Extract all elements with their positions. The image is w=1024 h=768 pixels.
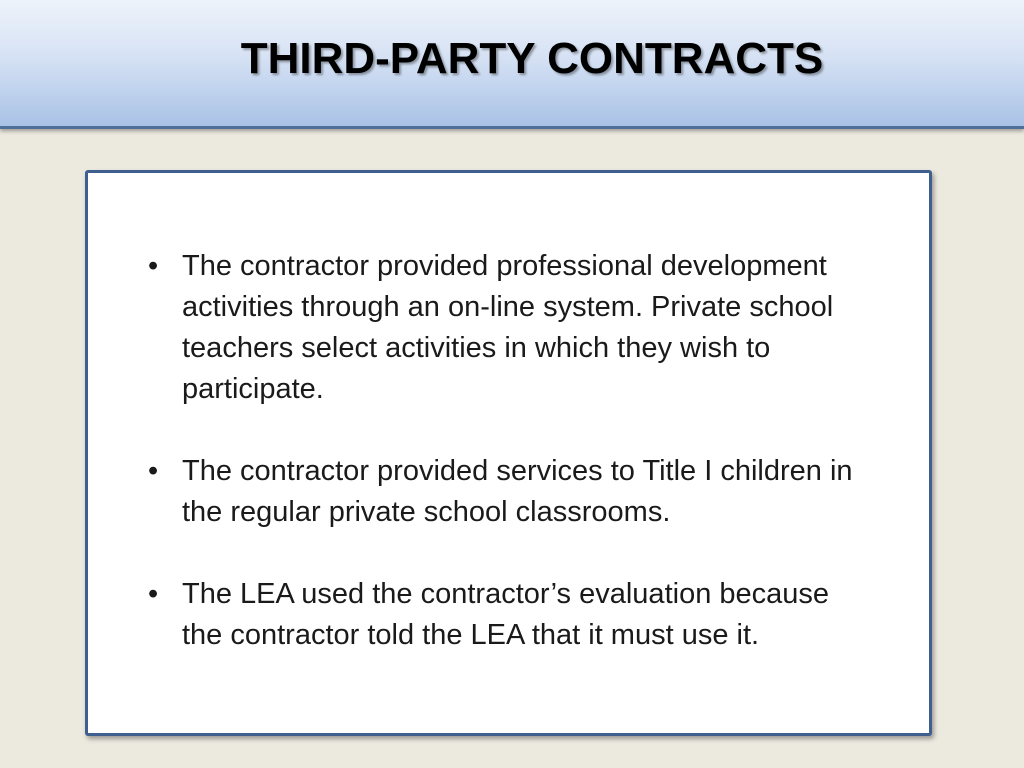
title-banner [0, 0, 1024, 129]
content-box [85, 170, 932, 736]
bullet-text: The contractor provided professional development activities through an on-line system. Private school teachers select activities in which they wish to participate. [182, 250, 834, 405]
bullet-text: The LEA used the contractor’s evaluation because the contractor told the LEA that it must use it. [182, 578, 830, 651]
bullet-list [148, 246, 868, 656]
bullet-item [148, 574, 868, 656]
bullet-marker: • [148, 578, 159, 610]
slide-title: THIRD-PARTY CONTRACTS [240, 34, 824, 83]
bullet-item [148, 246, 868, 410]
bullet-marker: • [148, 455, 159, 487]
bullet-item [148, 451, 868, 533]
bullet-marker: • [148, 250, 159, 282]
bullet-text: The contractor provided services to Title I children in the regular private school classrooms. [182, 455, 853, 528]
